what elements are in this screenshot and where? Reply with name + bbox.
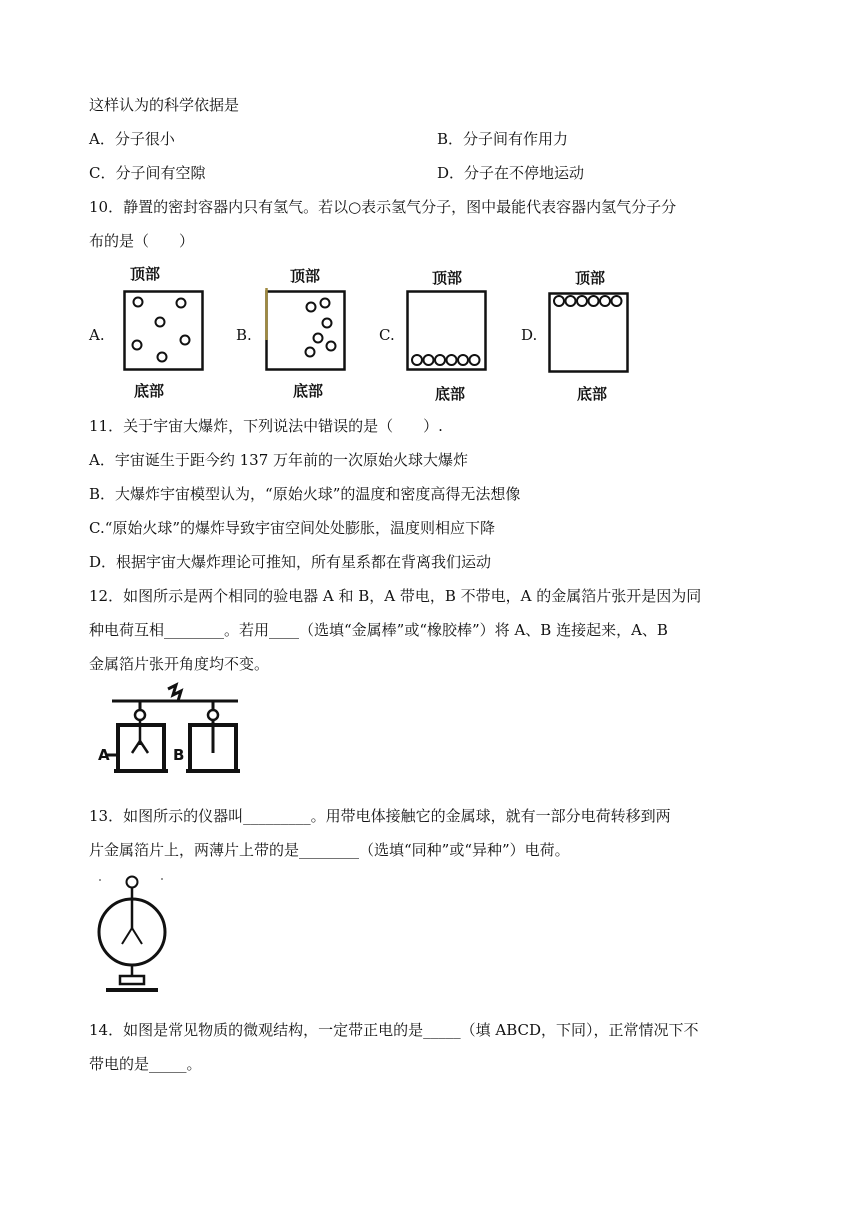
q10-fig-c-container: [406, 290, 488, 372]
q10-fig-b-container: [265, 290, 347, 372]
q10-fig-c-label: C.: [379, 326, 395, 344]
q12-fig-label-a: A: [98, 746, 110, 764]
q10-fig-d-top: 顶部: [575, 269, 606, 287]
q11-option-d: D．根据宇宙大爆炸理论可推知，所有星系都在背离我们运动: [89, 553, 492, 571]
q10-fig-b-bottom: 底部: [293, 382, 324, 400]
q12-fig-label-b: B: [173, 746, 185, 764]
q10-fig-d-bottom: 底部: [577, 385, 608, 403]
q9-option-b: B．分子间有作用力: [437, 130, 569, 148]
q12-stem-line1: 12．如图所示是两个相同的验电器 A 和 B，A 带电，B 不带电，A 的金属箔片张开是因为同: [89, 587, 702, 605]
q10-fig-a-bottom: 底部: [134, 382, 165, 400]
q9-option-c: C．分子间有空隙: [89, 164, 206, 182]
q11-option-a: A．宇宙诞生于距今约 137 万年前的一次原始火球大爆炸: [89, 451, 469, 469]
q11-stem: 11．关于宇宙大爆炸，下列说法中错误的是（ ）.: [89, 417, 443, 435]
q12-stem-line2: 种电荷互相________。若用____（选填“金属棒”或“橡胶棒”）将 A、B 连接起来，A、B: [89, 621, 668, 639]
q13-electroscope-figure: [92, 872, 172, 1002]
q12-electroscopes-figure: [98, 683, 248, 783]
q10-fig-c-top: 顶部: [432, 269, 463, 287]
q10-fig-c-bottom: 底部: [435, 385, 466, 403]
q10-fig-a-container: [123, 290, 205, 372]
q14-stem-line2: 带电的是_____。: [89, 1055, 202, 1073]
q14-stem-line1: 14．如图是常见物质的微观结构，一定带正电的是_____（填 ABCD，下同），正常情况下不: [89, 1021, 699, 1039]
q10-stem-line1: 10．静置的密封容器内只有氢气。若以○表示氢气分子，图中最能代表容器内氢气分子分: [89, 198, 677, 216]
q11-option-b: B．大爆炸宇宙模型认为，“原始火球”的温度和密度高得无法想像: [89, 485, 521, 503]
q13-stem-line2: 片金属箔片上，两薄片上带的是________（选填“同种”或“异种”）电荷。: [89, 841, 570, 859]
q10-fig-a-label: A.: [89, 326, 105, 344]
q9-option-a: A．分子很小: [89, 130, 175, 148]
q13-stem-line1: 13．如图所示的仪器叫_________。用带电体接触它的金属球，就有一部分电荷转移到两: [89, 807, 671, 825]
q11-option-c: C.“原始火球”的爆炸导致宇宙空间处处膨胀，温度则相应下降: [89, 519, 496, 537]
q10-fig-b-label: B.: [236, 326, 252, 344]
q10-fig-a-top: 顶部: [130, 265, 161, 283]
q10-fig-d-label: D.: [521, 326, 538, 344]
q9-stem: 这样认为的科学依据是: [89, 96, 240, 114]
q10-stem-line2: 布的是（ ）: [89, 232, 195, 250]
q9-option-d: D．分子在不停地运动: [437, 164, 585, 182]
q10-fig-d-container: [548, 292, 630, 374]
q12-stem-line3: 金属箔片张开角度均不变。: [89, 655, 270, 673]
q10-fig-b-top: 顶部: [290, 267, 321, 285]
